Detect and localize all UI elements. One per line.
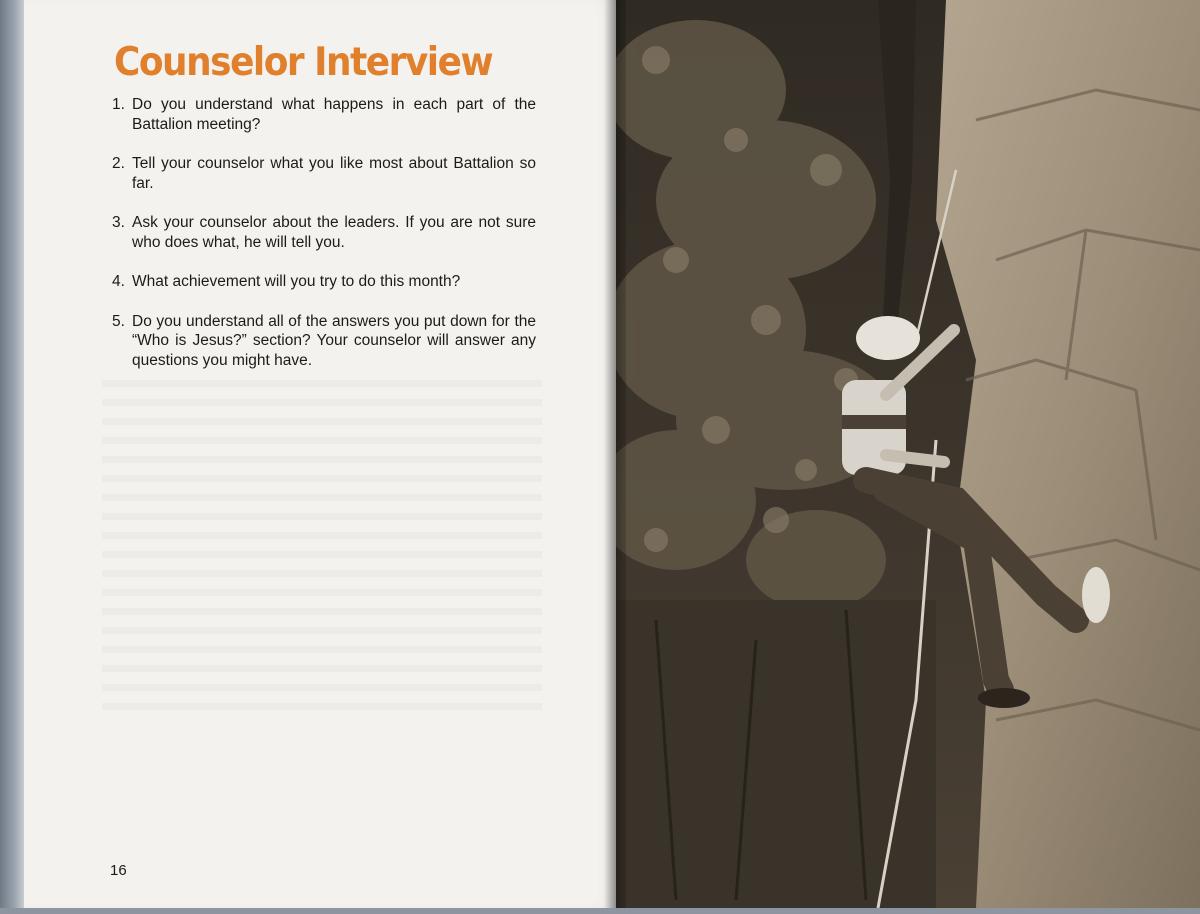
list-item — [112, 213, 536, 252]
book-gutter — [604, 0, 626, 908]
question-text: Ask your counselor about the leaders. If you are not sure who does what, he will tell you. — [132, 214, 536, 251]
question-number: 2. — [112, 155, 125, 172]
question-text: Do you understand what happens in each part of the Battalion meeting? — [132, 96, 536, 133]
question-text: Tell your counselor what you like most about Battalion so far. — [132, 155, 536, 192]
list-item — [112, 95, 536, 134]
show-through-text — [102, 380, 542, 720]
right-page-photo — [616, 0, 1200, 908]
list-item — [112, 154, 536, 193]
page-bottom-edge — [0, 908, 1200, 914]
list-item — [112, 312, 536, 371]
page-title: Counselor Interview — [114, 40, 493, 85]
page-number: 16 — [110, 862, 127, 879]
question-text: Do you understand all of the answers you put down for the “Who is Jesus?” section? Your counselor will answer any questions you might have. — [132, 312, 536, 369]
left-page — [24, 0, 616, 908]
list-item — [112, 272, 536, 292]
page-edge — [0, 0, 24, 914]
question-list — [112, 95, 536, 390]
rock-climber-photo — [616, 0, 1200, 908]
question-number: 3. — [112, 214, 125, 231]
question-number: 5. — [112, 312, 125, 330]
lower-rock — [616, 600, 936, 908]
question-text: What achievement will you try to do this month? — [132, 273, 461, 290]
question-number: 1. — [112, 96, 125, 113]
question-number: 4. — [112, 273, 125, 290]
